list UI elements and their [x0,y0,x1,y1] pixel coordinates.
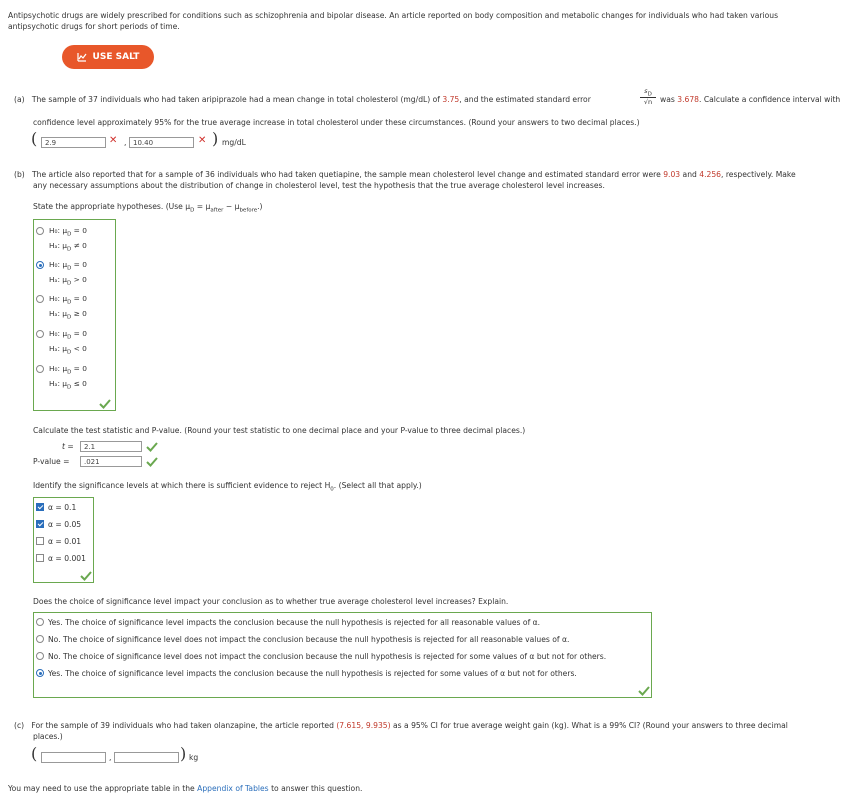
alpha-label: α = 0.1 [48,503,77,512]
open-paren: ( [31,129,38,148]
choice-radio-4[interactable] [36,669,44,677]
part-a-line2: confidence level approximately 95% for the true average increase in total cholesterol under these circumstances. (Round your answers to two decimal places.) [33,118,640,127]
close-paren: ) [212,129,219,148]
part-b-line1: (b) The article also reported that for a sample of 36 individuals who had taken quetiapine, the sample mean cholesterol level change and estimated standard error were 9.03 and 4.256, respectively. Make [14,170,796,179]
choice-label: Yes. The choice of significance level impacts the conclusion because the null hypothesis is rejected for all reasonable values of α. [48,618,541,627]
unit-label: mg/dL [222,138,246,147]
p-value-label: P-value = [33,457,70,466]
hypothesis-option-1: H₀: $\mu_D = 0$ Hₐ: $\mu_D \ne 0$ [49,226,87,253]
t-label: t = [62,442,74,451]
correct-check-icon [80,571,92,581]
t-statistic-input[interactable]: 2.1 [80,441,142,452]
alpha-label: α = 0.01 [48,537,82,546]
alpha-checkbox-0.05[interactable] [36,520,44,528]
close-paren: ) [180,744,187,763]
appendix-link[interactable]: Appendix of Tables [197,784,269,793]
choice-radio-1[interactable] [36,618,44,626]
part-b-line2: any necessary assumptions about the distribution of change in cholesterol level, test the hypothesis that the true average cholesterol level increases. [33,181,605,190]
unit-label: kg [189,753,199,762]
correct-check-icon [146,457,158,467]
use-salt-button[interactable]: USE SALT [62,45,154,69]
hypothesis-instructions: State the appropriate hypotheses. (Use $\mu_D = \mu_{after} - \mu_{before}$.) [33,202,263,214]
hypothesis-radio-3[interactable] [36,295,44,303]
correct-check-icon [99,399,111,409]
alpha-label: α = 0.05 [48,520,82,529]
alpha-checkbox-0.01[interactable] [36,537,44,545]
choice-label: Yes. The choice of significance level impacts the conclusion because the null hypothesis is rejected for some values of α but not for others. [48,669,577,678]
part-a-line1: (a) The sample of 37 individuals who had taken aripiprazole had a mean change in total cholesterol (mg/dL) of 3.75, and the estimated standard error [14,95,591,104]
part-c-line2: places.) [33,732,63,741]
hypothesis-radio-5[interactable] [36,365,44,373]
ci99-upper-input[interactable] [114,752,179,763]
ci99-lower-input[interactable] [41,752,106,763]
hypothesis-option-2: H₀: $\mu_D = 0$ Hₐ: $\mu_D > 0$ [49,260,87,287]
p-value-input[interactable]: .021 [80,456,142,467]
intro-text: Antipsychotic drugs are widely prescribed for conditions such as schizophrenia and bipolar disease. An article reported on body composition and metabolic changes for individuals who had taken various antipsychotic drugs for short periods of time. [8,11,779,31]
choice-label: No. The choice of significance level does not impact the conclusion because the null hypothesis is rejected for all reasonable values of α. [48,635,570,644]
choice-radio-2[interactable] [36,635,44,643]
identify-instructions: Identify the significance levels at which there is sufficient evidence to reject $H_0$. (Select all that apply.) [33,481,422,493]
correct-check-icon [638,686,650,696]
footer-note: You may need to use the appropriate table in the Appendix of Tables to answer this question. [8,784,363,793]
calc-instructions: Calculate the test statistic and P-value. (Round your test statistic to one decimal place and your P-value to three decimal places.) [33,426,526,435]
hypothesis-radio-2[interactable] [36,261,44,269]
ci-upper-input[interactable]: 10.40 [129,137,194,148]
chart-icon [77,52,87,62]
ci-lower-input[interactable]: 2.9 [41,137,106,148]
part-c-line1: (c) For the sample of 39 individuals who had taken olanzapine, the article reported (7.615, 9.935) as a 95% CI for true average weight gain (kg). What is a 99% CI? (Round your answers to three decimal [14,721,788,730]
choice-radio-3[interactable] [36,652,44,660]
open-paren: ( [31,744,38,763]
hypothesis-option-4: H₀: $\mu_D = 0$ Hₐ: $\mu_D < 0$ [49,329,87,356]
part-a-line1b: was 3.678. Calculate a confidence interval with [660,95,841,104]
alpha-label: α = 0.001 [48,554,86,563]
hypothesis-radio-4[interactable] [36,330,44,338]
hypothesis-option-5: H₀: $\mu_D = 0$ Hₐ: $\mu_D \le 0$ [49,364,87,391]
alpha-checkbox-0.001[interactable] [36,554,44,562]
correct-check-icon [146,442,158,452]
se-fraction: $\frac{s_D}{√n}$ [640,87,656,106]
alpha-checkbox-0.1[interactable] [36,503,44,511]
hypothesis-option-3: H₀: $\mu_D = 0$ Hₐ: $\mu_D \ge 0$ [49,294,87,321]
incorrect-x-icon: ✕ [109,135,118,146]
significance-question: Does the choice of significance level impact your conclusion as to whether true average cholesterol level increases? Explain. [33,597,509,606]
incorrect-x-icon: ✕ [198,135,207,146]
choice-label: No. The choice of significance level does not impact the conclusion because the null hypothesis is rejected for some values of α but not for others. [48,652,607,661]
hypothesis-radio-1[interactable] [36,227,44,235]
